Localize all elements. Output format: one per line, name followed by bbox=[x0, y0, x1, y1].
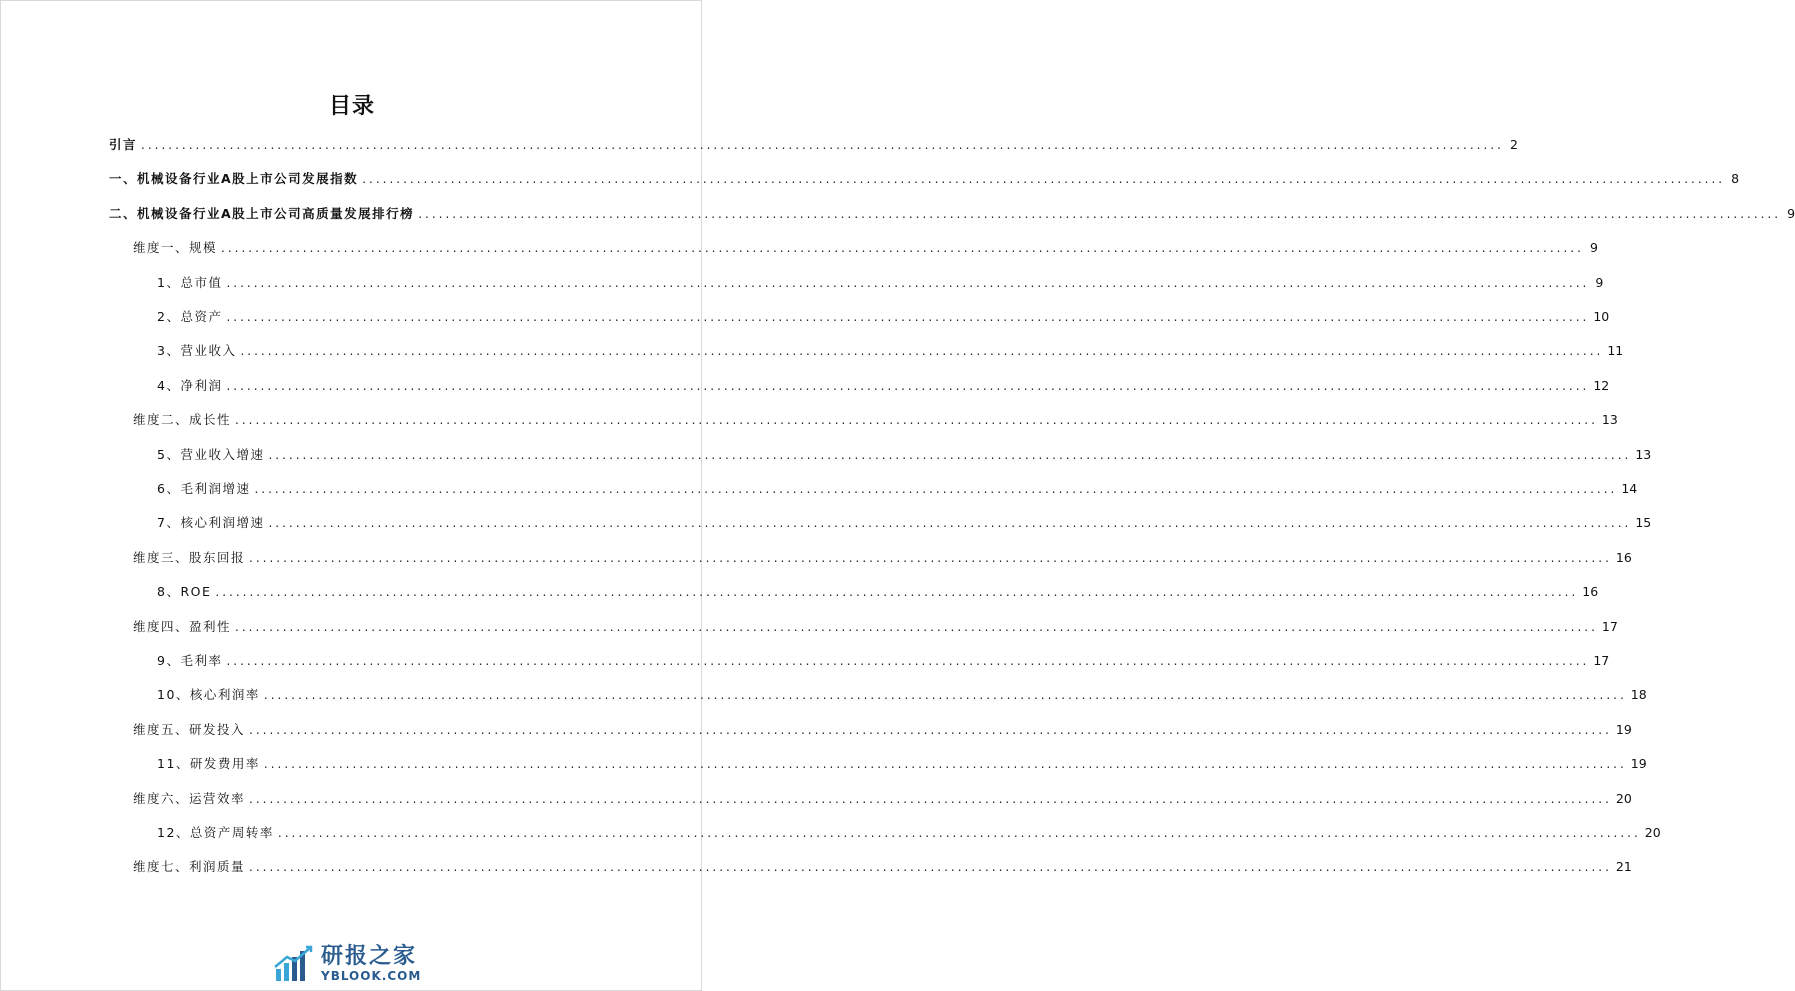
toc-entry-page-number: 9 bbox=[1589, 240, 1598, 256]
toc-entry-page-number: 18 bbox=[1630, 687, 1647, 703]
toc-entry-label: 3、营业收入 bbox=[157, 343, 237, 359]
toc-entry-page-number: 20 bbox=[1615, 790, 1632, 806]
toc-entry-page-number: 15 bbox=[1635, 515, 1652, 531]
toc-entry-label: 10、核心利润率 bbox=[157, 687, 260, 703]
toc-entry-page-number: 9 bbox=[1595, 274, 1604, 290]
toc-entry-label: 一、机械设备行业A股上市公司发展指数 bbox=[109, 171, 359, 187]
toc-entry[interactable] bbox=[157, 274, 1604, 292]
toc-entry-label: 5、营业收入增速 bbox=[157, 446, 265, 462]
toc-entry-label: 维度七、利润质量 bbox=[133, 859, 246, 875]
toc-entry[interactable] bbox=[157, 514, 1652, 532]
toc-entry-label: 维度四、盈利性 bbox=[133, 618, 232, 634]
toc-entry[interactable] bbox=[157, 342, 1624, 360]
toc-entry-label: 6、毛利润增速 bbox=[157, 481, 251, 496]
toc-leader-dots: ........................................................................................................................................................................................................ bbox=[263, 688, 1627, 703]
toc-entry-page-number: 13 bbox=[1601, 412, 1618, 428]
toc-leader-dots: ........................................................................................................................................................................................................ bbox=[249, 791, 1612, 806]
toc-entry[interactable] bbox=[133, 618, 1618, 636]
toc-entry-label: 维度六、运营效率 bbox=[133, 790, 246, 806]
toc-entry[interactable] bbox=[157, 686, 1647, 704]
toc-entry-page-number: 17 bbox=[1593, 653, 1610, 668]
toc-leader-dots: ........................................................................................................................................................................................................ bbox=[235, 619, 1598, 634]
toc-leader-dots: ........................................................................................................................................................................................................ bbox=[249, 722, 1612, 737]
toc-entry[interactable] bbox=[109, 136, 1518, 154]
toc-entry[interactable] bbox=[157, 377, 1610, 395]
toc-leader-dots: ........................................................................................................................................................................................................ bbox=[215, 585, 1579, 600]
toc-entry[interactable] bbox=[133, 858, 1632, 876]
bar-chart-logo-icon bbox=[273, 943, 315, 985]
toc-entry-page-number: 14 bbox=[1621, 481, 1638, 496]
toc-entry-page-number: 2 bbox=[1509, 137, 1518, 152]
page-title: 目录 bbox=[328, 94, 375, 119]
toc-entry-label: 8、ROE bbox=[157, 584, 212, 600]
toc-leader-dots: ........................................................................................................................................................................................................ bbox=[362, 172, 1726, 187]
toc-leader-dots: ........................................................................................................................................................................................................ bbox=[268, 447, 1632, 462]
toc-entry-page-number: 9 bbox=[1787, 205, 1795, 221]
toc-leader-dots: ........................................................................................................................................................................................................ bbox=[141, 138, 1504, 152]
toc-entry-page-number: 13 bbox=[1635, 446, 1652, 462]
toc-entry-label: 引言 bbox=[109, 137, 138, 152]
toc-entry-page-number: 12 bbox=[1593, 377, 1610, 393]
toc-entry-page-number: 17 bbox=[1601, 618, 1618, 634]
toc-entry-label: 4、净利润 bbox=[157, 377, 223, 393]
toc-entry[interactable] bbox=[133, 549, 1632, 567]
toc-entry-label: 维度一、规模 bbox=[133, 240, 218, 256]
toc-entry-page-number: 11 bbox=[1607, 343, 1624, 359]
toc-entry[interactable] bbox=[133, 721, 1632, 739]
toc-entry-page-number: 16 bbox=[1582, 584, 1599, 600]
toc-leader-dots: ........................................................................................................................................................................................................ bbox=[221, 241, 1584, 256]
toc-entry[interactable] bbox=[133, 239, 1598, 257]
toc-entry-label: 1、总市值 bbox=[157, 274, 223, 290]
toc-entry[interactable] bbox=[157, 308, 1610, 326]
toc-entry-page-number: 21 bbox=[1615, 859, 1632, 875]
toc-entry-label: 维度五、研发投入 bbox=[133, 721, 246, 737]
toc-entry[interactable] bbox=[157, 824, 1661, 842]
toc-leader-dots: ........................................................................................................................................................................................................ bbox=[226, 378, 1590, 393]
toc-leader-dots: ........................................................................................................................................................................................................ bbox=[226, 275, 1590, 290]
toc-leader-dots: ........................................................................................................................................................................................................ bbox=[249, 860, 1612, 875]
toc-leader-dots: ........................................................................................................................................................................................................ bbox=[268, 516, 1632, 531]
watermark-en: YBLOOK.COM bbox=[321, 969, 422, 983]
toc-entry-label: 11、研发费用率 bbox=[157, 756, 260, 772]
toc-entry-label: 二、机械设备行业A股上市公司高质量发展排行榜 bbox=[109, 205, 415, 221]
toc-leader-dots: ........................................................................................................................................................................................................ bbox=[254, 482, 1618, 496]
toc-leader-dots: ........................................................................................................................................................................................................ bbox=[240, 344, 1604, 359]
toc-leader-dots: ........................................................................................................................................................................................................ bbox=[249, 550, 1612, 565]
toc-entry-label: 维度三、股东回报 bbox=[133, 549, 246, 565]
toc-entry-page-number: 8 bbox=[1731, 171, 1740, 187]
toc-entry[interactable] bbox=[133, 790, 1632, 808]
toc-entry-page-number: 10 bbox=[1593, 309, 1610, 324]
toc-leader-dots: ........................................................................................................................................................................................................ bbox=[226, 654, 1590, 668]
toc-entry[interactable] bbox=[157, 755, 1647, 773]
toc-entry-page-number: 19 bbox=[1630, 756, 1647, 772]
toc-entry-label: 12、总资产周转率 bbox=[157, 825, 274, 840]
toc-leader-dots: ........................................................................................................................................................................................................ bbox=[277, 826, 1641, 840]
toc-entry-label: 9、毛利率 bbox=[157, 653, 223, 668]
toc-entry[interactable] bbox=[157, 480, 1638, 498]
toc-entry[interactable] bbox=[157, 583, 1599, 601]
toc-leader-dots: ........................................................................................................................................................................................................ bbox=[418, 206, 1782, 221]
toc-entry[interactable] bbox=[133, 411, 1618, 429]
toc-entry-page-number: 19 bbox=[1615, 721, 1632, 737]
toc-entry[interactable] bbox=[157, 446, 1652, 464]
watermark-cn: 研报之家 bbox=[321, 944, 418, 969]
toc-entry[interactable] bbox=[109, 205, 1795, 223]
toc-entry-page-number: 16 bbox=[1615, 549, 1632, 565]
toc-entry-label: 7、核心利润增速 bbox=[157, 515, 265, 531]
toc-entry[interactable] bbox=[157, 652, 1610, 670]
toc-entry-label: 2、总资产 bbox=[157, 309, 223, 324]
toc-entry-label: 维度二、成长性 bbox=[133, 412, 232, 428]
toc-entry-page-number: 20 bbox=[1644, 825, 1661, 840]
toc-entry[interactable] bbox=[109, 170, 1740, 188]
watermark-logo bbox=[273, 941, 433, 987]
toc-leader-dots: ........................................................................................................................................................................................................ bbox=[263, 757, 1627, 772]
toc-leader-dots: ........................................................................................................................................................................................................ bbox=[226, 310, 1590, 324]
toc-leader-dots: ........................................................................................................................................................................................................ bbox=[235, 413, 1598, 428]
